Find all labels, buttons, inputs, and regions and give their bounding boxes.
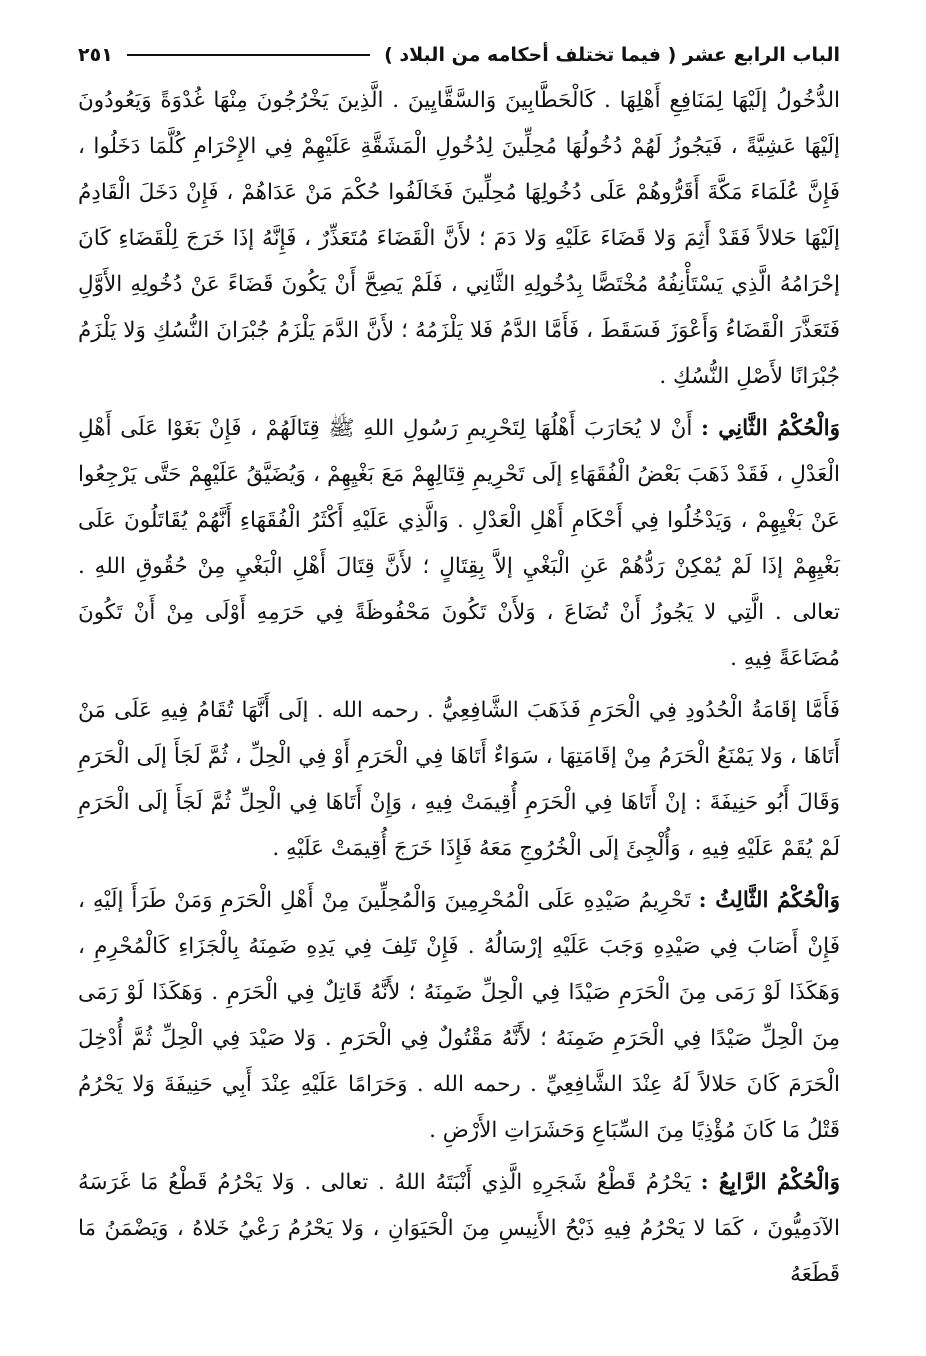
paragraph-5 <box>78 1160 840 1298</box>
text-body <box>78 78 840 1298</box>
paragraph-4 <box>78 878 840 1154</box>
running-header <box>78 38 840 72</box>
paragraph-3 <box>78 688 840 872</box>
paragraph-text: تَحْرِيمُ صَيْدِهِ عَلَى الْمُحْرِمِينَ وَالْمُحِلِّينَ مِنْ أَهْلِ الْحَرَمِ وَمَنْ طَرَأَ إلَيْهِ ، فَإِنْ أَصَابَ فِي صَيْدِهِ وَجَبَ عَلَيْهِ إرْسَالُهُ . فَإِنْ تَلِفَ فِي يَدِهِ ضَمِنَهُ بِالْجَزَاءِ كَالْمُحْرِمِ ، وَهَكَذَا لَوْ رَمَى مِنَ الْحَرَمِ صَيْدًا فِي الْحِلِّ ضَمِنَهُ ؛ لأَنَّهُ قَاتِلٌ فِي الْحَرَمِ . وَهَكَذَا لَوْ رَمَى مِنَ الْحِلِّ صَيْدًا فِي الْحَرَمِ ضَمِنَهُ ؛ لأَنَّهُ مَقْتُولٌ فِي الْحَرَمِ . وَلا صَيْدَ فِي الْحِلِّ ثُمَّ أُدْخِلَ الْحَرَمَ كَانَ حَلالاً لَهُ عِنْدَ الشَّافِعِيِّ . رحمه الله . وَحَرَامًا عَلَيْهِ عِنْدَ أَبِي حَنِيفَةَ وَلا يَحْرُمُ قَتْلُ مَا كَانَ مُؤْذِيًا مِنَ السِّبَاعِ وَحَشَرَاتِ الأَرْضِ . <box>78 888 840 1143</box>
chapter-title: الباب الرابع عشر ( فيما تختلف أحكامه من البلاد ) <box>384 44 840 66</box>
paragraph-text: فَأَمَّا إقَامَةُ الْحُدُودِ فِي الْحَرَمِ فَذَهَبَ الشَّافِعِيُّ . رحمه الله . إلَى أَنَّهَا تُقَامُ فِيهِ عَلَى مَنْ أَتَاهَا ، وَلا يَمْنَعُ الْحَرَمُ مِنْ إقَامَتِهَا ، سَوَاءٌ أَتَاهَا فِي الْحَرَمِ أَوْ فِي الْحِلِّ ، ثُمَّ لَجَأَ إلَى الْحَرَمِ وَقَالَ أَبُو حَنِيفَةَ : إنْ أَتَاهَا فِي الْحَرَمِ أُقِيمَتْ فِيهِ ، وَإِنْ أَتَاهَا فِي الْحِلِّ ثُمَّ لَجَأَ إلَى الْحَرَمِ لَمْ يُقَمْ عَلَيْهِ فِيهِ ، وَأُلْجِئَ إلَى الْخُرُوجِ مَعَهُ فَإِذَا خَرَجَ أُقِيمَتْ عَلَيْهِ . <box>78 698 840 861</box>
page-number: ٢٥١ <box>78 44 113 66</box>
paragraph-2 <box>78 406 840 682</box>
ruling-heading: وَالْحُكْمُ الثَّانِي : <box>701 416 840 441</box>
ruling-heading: وَالْحُكْمُ الثَّالِثُ : <box>698 888 840 913</box>
paragraph-text: الدُّخُولُ إلَيْهَا لِمَنَافِعِ أَهْلِهَا . كَالْحَطَّابِينَ وَالسَّقَّايِينَ . الَّذِينَ يَخْرُجُونَ مِنْهَا غُدْوَةً وَيَعُودُونَ إلَيْهَا عَشِيَّةً ، فَيَجُوزُ لَهُمْ دُخُولُهَا مُحِلِّينَ لِدُخُولِ الْمَشَقَّةِ عَلَيْهِمْ فِي الإِحْرَامِ كُلَّمَا دَخَلُوا ، فَإِنَّ عُلَمَاءَ مَكَّةَ أَقَرُّوهُمْ عَلَى دُخُولِهَا مُحِلِّينَ فَخَالَفُوا حُكْمَ مَنْ عَدَاهُمْ ، فَإِنْ دَخَلَ الْقَادِمُ إلَيْهَا حَلالاً فَقَدْ أَثِمَ وَلا قَضَاءَ عَلَيْهِ وَلا دَمَ ؛ لأَنَّ الْقَضَاءَ مُتَعَذِّرٌ ، فَإِنَّهُ إذَا خَرَجَ لِلْقَضَاءِ كَانَ إحْرَامُهُ الَّذِي يَسْتَأْنِفُهُ مُخْتَصًّا بِدُخُولِهِ الثَّانِي ، فَلَمْ يَصِحَّ أَنْ يَكُونَ قَضَاءً عَنْ دُخُولِهِ الأَوَّلِ فَتَعَذَّرَ الْقَضَاءُ وَأَعْوَزَ فَسَقَطَ ، فَأَمَّا الدَّمُ فَلا يَلْزَمُهُ ؛ لأَنَّ الدَّمَ يَلْزَمُ جُبْرَانَ النُّسُكِ وَلا يَلْزَمُ جُبْرَانًا لأَصْلِ النُّسُكِ . <box>78 88 840 389</box>
paragraph-text: أَنْ لا يُحَارَبَ أَهْلُهَا لِتَحْرِيمِ رَسُولِ اللهِ ﷺ قِتَالَهُمْ ، فَإِنْ بَغَوْا عَلَى أَهْلِ الْعَدْلِ ، فَقَدْ ذَهَبَ بَعْضُ الْفُقَهَاءِ إلَى تَحْرِيمِ قِتَالِهِمْ مَعَ بَغْيِهِمْ ، وَيُضَيَّقُ عَلَيْهِمْ حَتَّى يَرْجِعُوا عَنْ بَغْيِهِمْ ، وَيَدْخُلُوا فِي أَحْكَامِ أَهْلِ الْعَدْلِ . وَالَّذِي عَلَيْهِ أَكْثَرُ الْفُقَهَاءِ أَنَّهُمْ يُقَاتَلُونَ عَلَى بَغْيِهِمْ إذَا لَمْ يُمْكِنْ رَدُّهُمْ عَنِ الْبَغْيِ إلاَّ بِقِتَالٍ ؛ لأَنَّ قِتَالَ أَهْلِ الْبَغْيِ مِنْ حُقُوقِ اللهِ . تعالى . الَّتِي لا يَجُوزُ أَنْ تُضَاعَ ، وَلأَنْ تَكُونَ مَحْفُوظَةً فِي حَرَمِهِ أَوْلَى مِنْ أَنْ تَكُونَ مُضَاعَةً فِيهِ . <box>78 416 840 671</box>
paragraph-text: يَحْرُمُ قَطْعُ شَجَرِهِ الَّذِي أَنْبَتَهُ اللهُ . تعالى . وَلا يَحْرُمُ قَطْعُ مَا غَرَسَهُ الآدَمِيُّونَ ، كَمَا لا يَحْرُمُ فِيهِ ذَبْحُ الأَنِيسِ مِنَ الْحَيَوَانِ ، وَلا يَحْرُمُ رَعْيُ خَلاهُ ، وَيَضْمَنُ مَا قَطَعَهُ <box>78 1170 840 1287</box>
header-rule <box>127 54 370 56</box>
ruling-heading: وَالْحُكْمُ الرَّابِعُ : <box>700 1170 840 1195</box>
paragraph-1 <box>78 78 840 400</box>
